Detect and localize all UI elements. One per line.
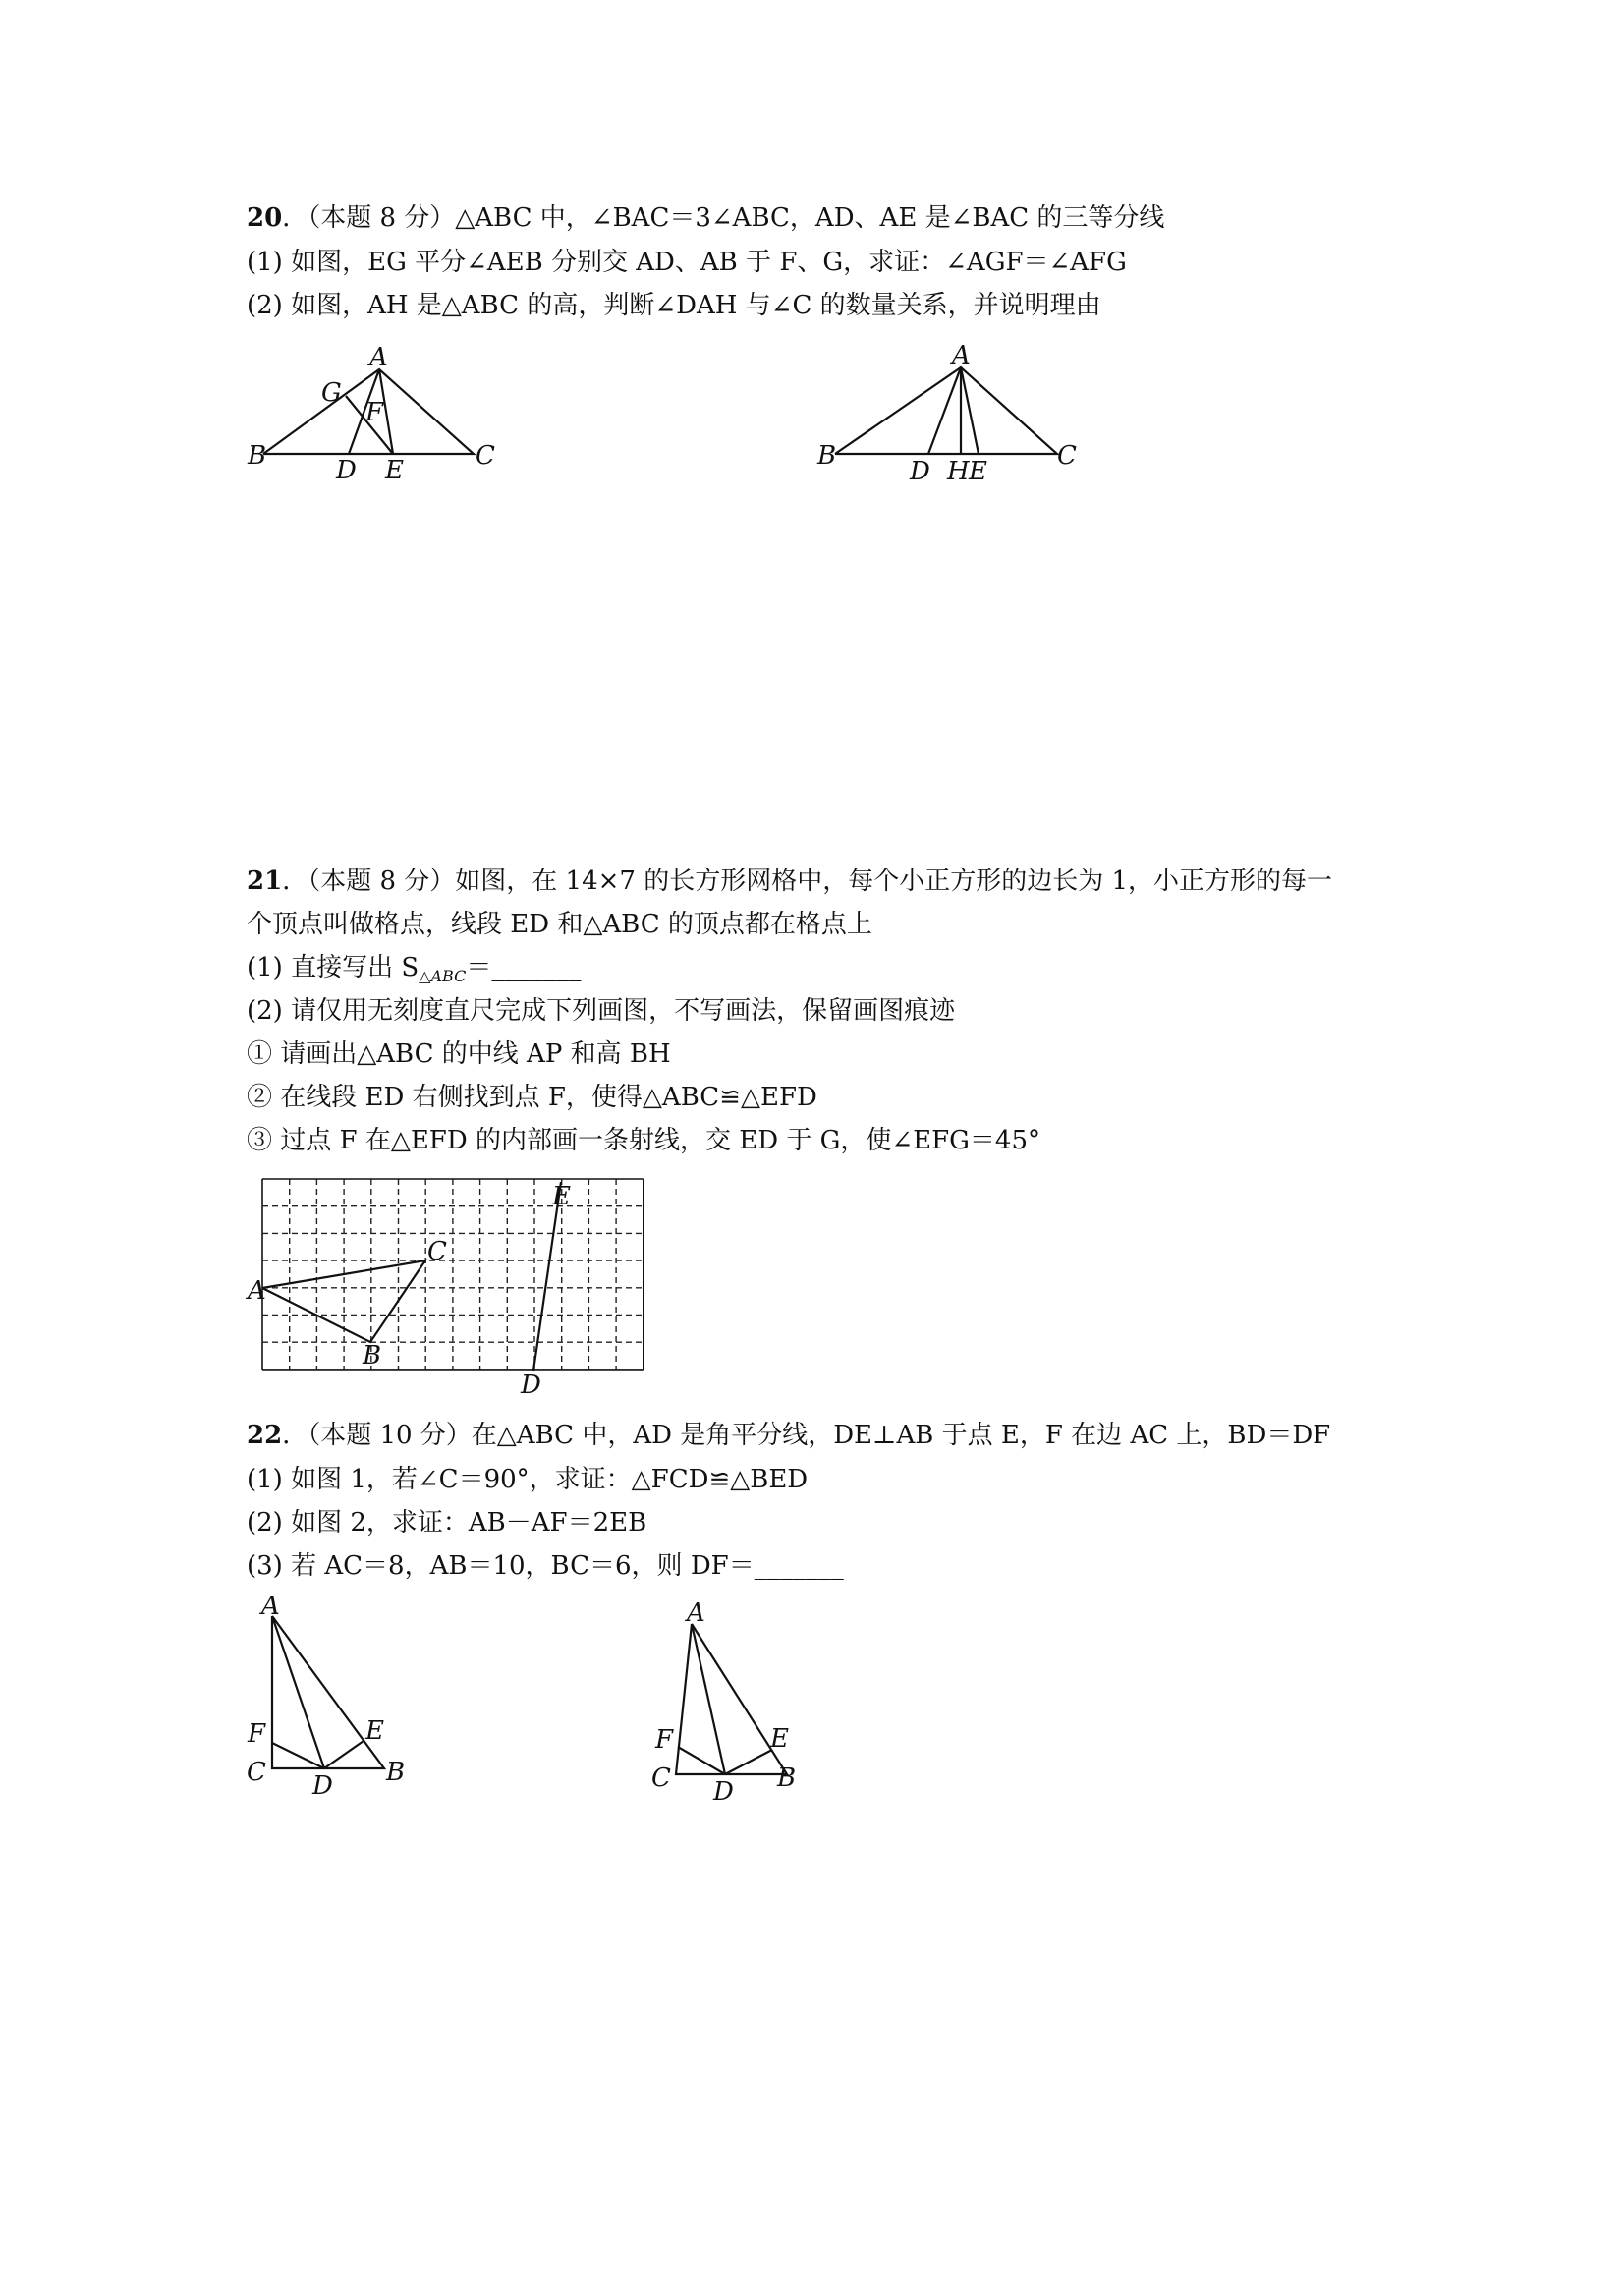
q22-fig1-label-F: F xyxy=(248,1719,266,1749)
q22-fig1-label-A: A xyxy=(261,1592,280,1621)
q21-sub3: ③ 过点 F 在△EFD 的内部画一条射线，交 ED 于 G，使∠EFG＝45° xyxy=(247,1126,1041,1155)
q22-fig2-label-B: B xyxy=(777,1764,797,1793)
q21-label-D: D xyxy=(521,1371,541,1400)
q20-fig1-label-B: B xyxy=(248,441,267,471)
q20-fig1-label-A: A xyxy=(369,343,388,372)
q21-label-C: C xyxy=(427,1237,447,1266)
q21-stem1: ．（本题 8 分）如图，在 14×7 的长方形网格中，每个小正方形的边长为 1，小正方形的每一 xyxy=(282,867,1333,896)
q22-fig2-label-A: A xyxy=(687,1598,705,1628)
q21-label-E: E xyxy=(552,1182,571,1211)
q21-label-A: A xyxy=(248,1276,266,1306)
q20-fig2-label-A: A xyxy=(952,341,971,370)
q22-fig1-label-B: B xyxy=(386,1758,406,1787)
q21-part1-post: ＝_______ xyxy=(466,953,582,982)
q21-label-B: B xyxy=(363,1341,382,1371)
q20-fig2-label-B: B xyxy=(817,441,837,471)
q22-stem: ．（本题 10 分）在△ABC 中，AD 是角平分线，DE⊥AB 于点 E，F 在边 AC 上，BD＝DF xyxy=(282,1421,1331,1450)
q20-number: 20 xyxy=(247,203,283,233)
q22-number: 22 xyxy=(247,1421,283,1450)
q20-part2: (2) 如图，AH 是△ABC 的高，判断∠DAH 与∠C 的数量关系，并说明理由 xyxy=(247,291,1101,320)
q22-fig2-label-E: E xyxy=(770,1724,789,1754)
q21-part1-pre: (1) 直接写出 S xyxy=(247,953,420,982)
q20-fig1-label-E: E xyxy=(385,456,404,485)
q21-sub1: ① 请画出△ABC 的中线 AP 和高 BH xyxy=(247,1039,671,1069)
q20-stem: ．（本题 8 分）△ABC 中，∠BAC＝3∠ABC，AD、AE 是∠BAC 的三等分线 xyxy=(282,203,1165,233)
q20-fig2-label-E: E xyxy=(969,457,987,486)
q21-stem-line2: 个顶点叫做格点，线段 ED 和△ABC 的顶点都在格点上 xyxy=(247,910,872,939)
q21-part2: (2) 请仅用无刻度直尺完成下列画图，不写画法，保留画图痕迹 xyxy=(247,996,956,1026)
q22-fig2-label-C: C xyxy=(651,1764,671,1793)
q22-fig1-label-C: C xyxy=(247,1758,266,1787)
q20-fig2-label-H: H xyxy=(947,457,970,486)
q22-fig1-label-D: D xyxy=(312,1771,333,1801)
q20-part1: (1) 如图，EG 平分∠AEB 分别交 AD、AB 于 F、G，求证：∠AGF＝∠AFG xyxy=(247,248,1127,277)
q21-part1-sub: △ABC xyxy=(419,967,467,986)
q20-fig2-label-D: D xyxy=(910,457,930,486)
q22-fig1-label-E: E xyxy=(365,1716,384,1746)
q22-part3: (3) 若 AC＝8，AB＝10，BC＝6，则 DF＝_______ xyxy=(247,1551,844,1581)
q22-part2: (2) 如图 2，求证：AB－AF＝2EB xyxy=(247,1508,647,1538)
q22-fig2-label-D: D xyxy=(713,1777,734,1807)
q22-fig2-label-F: F xyxy=(655,1725,674,1755)
q21-number: 21 xyxy=(247,867,283,896)
q20-fig1-label-F: F xyxy=(365,398,384,427)
q20-fig1-label-D: D xyxy=(336,456,357,485)
q21-sub2: ② 在线段 ED 右侧找到点 F，使得△ABC≌△EFD xyxy=(247,1083,817,1112)
q22-part1: (1) 如图 1，若∠C＝90°，求证：△FCD≌△BED xyxy=(247,1465,809,1494)
q20-fig2-label-C: C xyxy=(1057,441,1077,471)
q20-fig1-label-C: C xyxy=(476,441,495,471)
q20-fig1-label-G: G xyxy=(321,378,342,408)
